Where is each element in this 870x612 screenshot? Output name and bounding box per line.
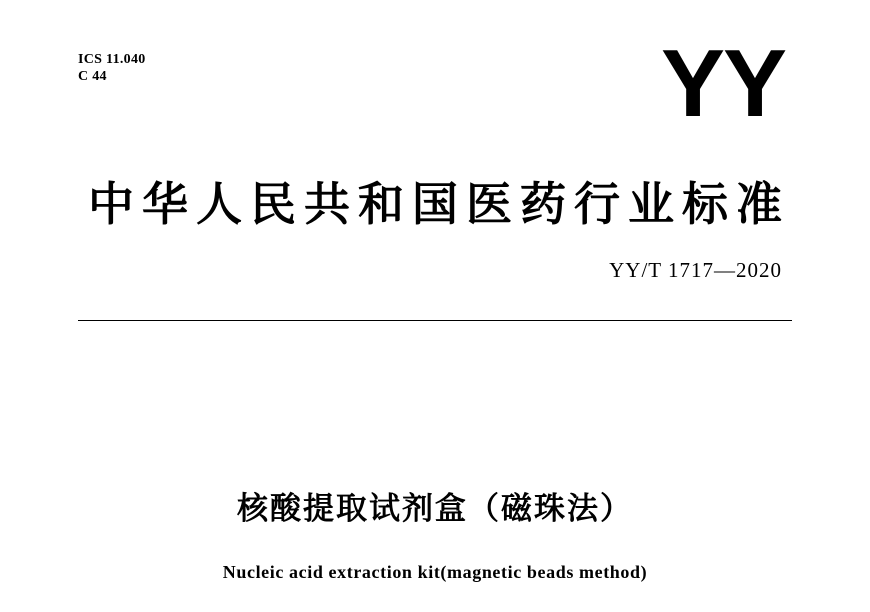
standard-number: YY/T 1717—2020 [609,258,782,282]
ics-code-line: ICS 11.040 [78,52,146,67]
standard-title-chinese: 中华人民共和国医药行业标准 [88,177,790,231]
subject-title-chinese: 核酸提取试剂盒（磁珠法） [237,491,633,527]
subject-title-english: Nucleic acid extraction kit(magnetic beads method) [222,562,648,582]
horizontal-divider [78,320,792,321]
ics-block [78,52,146,85]
yy-standard-mark: YY [660,30,785,137]
classification-code-line: C 44 [78,68,107,84]
